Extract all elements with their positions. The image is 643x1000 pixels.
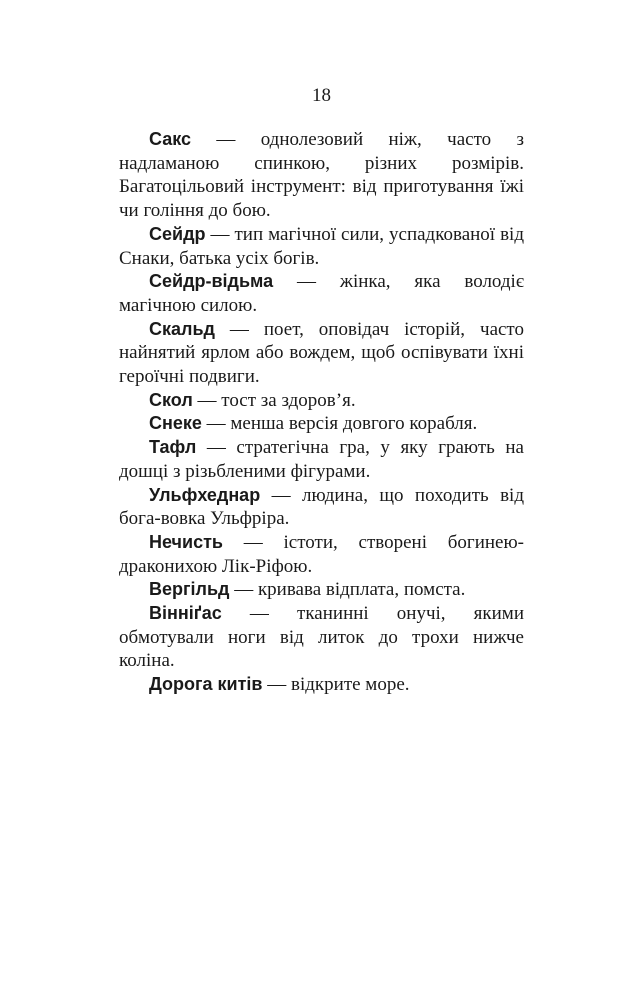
glossary-entry	[119, 223, 524, 270]
glossary-entry	[119, 389, 524, 413]
glossary-entry	[119, 673, 524, 697]
glossary-definition: — кривава відплата, помста.	[229, 579, 466, 601]
glossary-term: Скальд	[149, 318, 215, 339]
glossary-definition: — однолезовий ніж, часто з надламаною спинкою, різних розмірів. Багатоцільовий інструмент: від приготування їжі чи гоління до бою.	[119, 129, 524, 222]
glossary-definition: — істоти, створені богинею-драконихою Лік-Ріфою.	[119, 531, 524, 577]
glossary-term: Сейдр-відьма	[149, 271, 274, 292]
glossary-term: Вінніґас	[149, 603, 222, 624]
glossary-definition: — жінка, яка володіє магічною силою.	[119, 271, 524, 316]
glossary-definition: — поет, оповідач історій, часто найнятий ярлом або вождем, щоб оспівувати їхні героїчні подвиги.	[119, 318, 524, 388]
page-number: 18	[312, 85, 331, 106]
glossary-definition: — тканинні онучі, якими обмотували ноги від литок до трохи нижче коліна.	[119, 603, 524, 672]
glossary-list	[119, 128, 524, 697]
glossary-entry	[119, 318, 524, 389]
glossary-term: Тафл	[149, 437, 197, 458]
glossary-term: Сейдр	[149, 223, 206, 244]
glossary-definition: — тост за здоров’я.	[192, 389, 356, 411]
glossary-entry	[119, 484, 524, 531]
glossary-term: Ульфхеднар	[149, 484, 261, 505]
glossary-definition: — людина, що походить від бога-вовка Ульфріра.	[119, 484, 524, 530]
glossary-term: Снеке	[149, 413, 202, 434]
glossary-entry	[119, 436, 524, 483]
glossary-entry	[119, 602, 524, 673]
glossary-entry	[119, 412, 524, 436]
glossary-definition: — менша версія довгого корабля.	[201, 413, 478, 435]
glossary-entry	[119, 578, 524, 602]
glossary-entry	[119, 531, 524, 578]
glossary-entry	[119, 270, 524, 317]
glossary-term: Нечисть	[149, 531, 223, 552]
glossary-definition: — стратегічна гра, у яку грають на дошці з різьбленими фігурами.	[119, 437, 524, 482]
glossary-term: Дорога китів	[149, 674, 263, 695]
glossary-definition: — тип магічної сили, успадкованої від Снаки, батька усіх богів.	[119, 223, 524, 269]
glossary-term: Вергільд	[149, 579, 230, 600]
glossary-term: Сакс	[149, 129, 192, 149]
glossary-entry	[119, 128, 524, 223]
glossary-definition: — відкрите море.	[262, 674, 410, 696]
glossary-term: Скол	[149, 389, 193, 410]
